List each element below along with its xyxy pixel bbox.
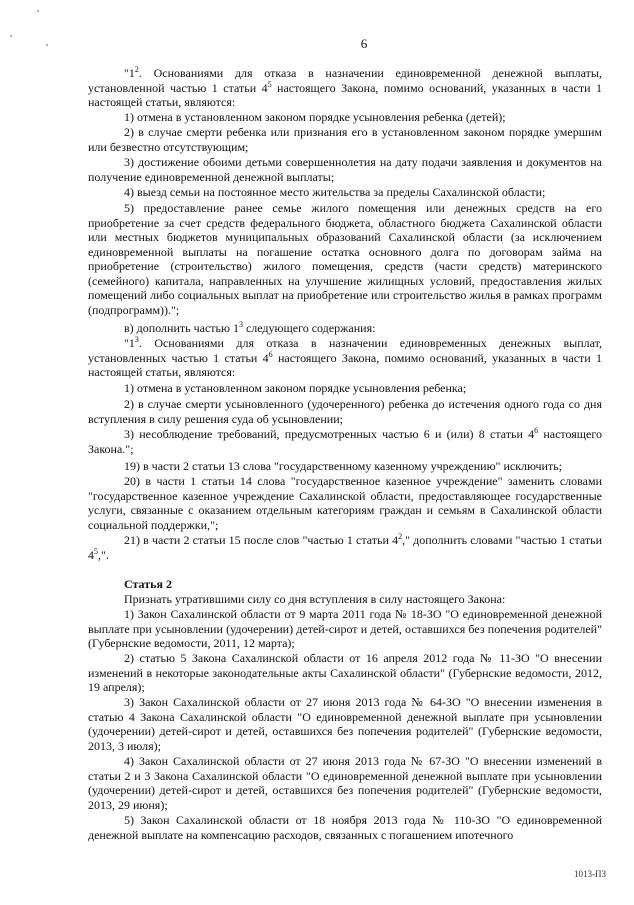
paragraph-text: 20) в части 1 статьи 14 слова "государственное казенное учреждение" заменить словами "государственное казенное учреждение Сахалинской области, предоставляющее государственные услуги, связанные с оказанием отдельным категориям граждан и семьям в Сахалинской области социальной поддержки,"; xyxy=(88,474,602,532)
scan-speck xyxy=(10,35,12,37)
paragraph-text: 5) Закон Сахалинской области от 18 ноября 2013 года № 110-ЗО "О единовременной денежной выплате на компенсацию расходов, связанных с погашением ипотечного xyxy=(88,813,602,842)
document-code: 1013-ПЗ xyxy=(574,869,607,879)
list-item xyxy=(88,754,602,812)
paragraph-text: 2) в случае смерти ребенка или признания его в установленном законом порядке умершим или безвестно отсутствующим; xyxy=(88,125,602,154)
paragraph-text: 3) достижение обоими детьми совершеннолетия на дату подачи заявления и документов на получение единовременной денежной выплаты; xyxy=(88,155,602,184)
paragraph-text: Признать утратившими силу со дня вступления в силу настоящего Закона: xyxy=(124,592,506,606)
item-21 xyxy=(88,533,602,562)
paragraph-text: 1) отмена в установленном законом порядке усыновления ребенка; xyxy=(124,381,467,395)
list-item xyxy=(88,110,602,125)
paragraph-text: 2) в случае смерти усыновленного (удочеренного) ребенка до истечения одного года со дня вступления в силу решения суда об усыновлении; xyxy=(88,397,602,426)
paragraph-text: 3) Закон Сахалинской области от 27 июня 2013 года № 64-ЗО "О внесении изменения в статью 4 Закона Сахалинской области "О единовременной денежной выплате при усыновлении (удочерении) детей-сирот и детей, оставшихся без попечения родителей" (Губернские ведомости, 2013, 3 июля); xyxy=(88,695,602,753)
paragraph-text: 1) отмена в установленном законом порядке усыновления ребенка (детей); xyxy=(124,110,506,124)
scan-speck xyxy=(46,44,48,46)
list-item xyxy=(88,695,602,753)
paragraph-text: "$1^2$. Основаниями для отказа в назначении единовременной денежной выплаты, установленной частью 1 статьи $4^5$ настоящего Закона, помимо оснований, указанных в части 1 настоящей статьи, являются: xyxy=(88,65,602,109)
article-2-heading xyxy=(88,577,602,592)
paragraph-text: 4) Закон Сахалинской области от 27 июня 2013 года № 67-ЗО "О внесении изменений в статьи 2 и 3 Закона Сахалинской области "О единовременной денежной выплате при усыновлении (удочерении) детей-сирот и детей, оставшихся без попечения родителей" (Губернские ведомости, 2013, 29 июня); xyxy=(88,754,602,812)
list-item xyxy=(88,381,602,396)
list-item xyxy=(88,201,602,317)
item-19 xyxy=(88,459,602,474)
paragraph-text: 4) выезд семьи на постоянное место жительства за пределы Сахалинской области; xyxy=(124,185,546,199)
paragraph-1-3 xyxy=(88,336,602,380)
paragraph-text: "$1^3$. Основаниями для отказа в назначении единовременных денежных выплат, установленных частью 1 статьи $4^6$ настоящего Закона, помимо оснований, указанных в части 1 настоящей статьи, являются: xyxy=(88,335,602,379)
paragraph-1-2 xyxy=(88,66,602,110)
paragraph-text: 2) статью 5 Закона Сахалинской области от 16 апреля 2012 года № 11-ЗО "О внесении изменений в некоторые законодательные акты Сахалинской области" (Губернские ведомости, 2012, 19 апреля); xyxy=(88,651,602,694)
item-20 xyxy=(88,474,602,532)
section-heading: Статья 2 xyxy=(124,577,172,591)
item-v xyxy=(88,321,602,336)
paragraph-text: 19) в части 2 статьи 13 слова "государственному казенному учреждению" исключить; xyxy=(124,459,563,473)
paragraph-text: 21) в части 2 статьи 15 после слов "частью 1 статьи $4^2$," дополнить словами "частью 1 статьи $4^5$,". xyxy=(88,532,602,562)
scan-speck xyxy=(37,10,39,12)
list-item xyxy=(88,125,602,154)
list-item xyxy=(88,427,602,456)
list-item xyxy=(88,813,602,842)
paragraph-text: 3) несоблюдение требований, предусмотренных частью 6 и (или) 8 статьи $4^6$ настоящего Закона."; xyxy=(88,426,602,456)
article-2-intro xyxy=(88,592,602,607)
paragraph-text: 5) предоставление ранее семье жилого помещения или денежных средств на его приобретение за счет средств федерального бюджета, областного бюджета Сахалинской области или местных бюджетов муниципальных образований Сахалинской области (за исключением единовременной выплаты на погашение остатка основного долга по договорам займа на приобретение (строительство) жилого помещения, средств (части средств) материнского (семейного) капитала, направленных на улучшение жилищных условий, предоставления жилых помещений либо социальных выплат на приобретение или строительство жилья в рамках программ (подпрограмм))."; xyxy=(88,201,602,317)
page-number: 6 xyxy=(360,36,368,51)
list-item xyxy=(88,397,602,426)
list-item xyxy=(88,607,602,651)
list-item xyxy=(88,155,602,184)
paragraph-text: 1) Закон Сахалинской области от 9 марта 2011 года № 18-ЗО "О единовременной денежной выплате при усыновлении (удочерении) детей-сирот и детей, оставшихся без попечения родителей" (Губернские ведомости, 2011, 12 марта); xyxy=(88,607,602,650)
list-item xyxy=(88,185,602,200)
paragraph-text: в) дополнить частью $1^3$ следующего содержания: xyxy=(124,320,376,335)
list-item xyxy=(88,651,602,695)
